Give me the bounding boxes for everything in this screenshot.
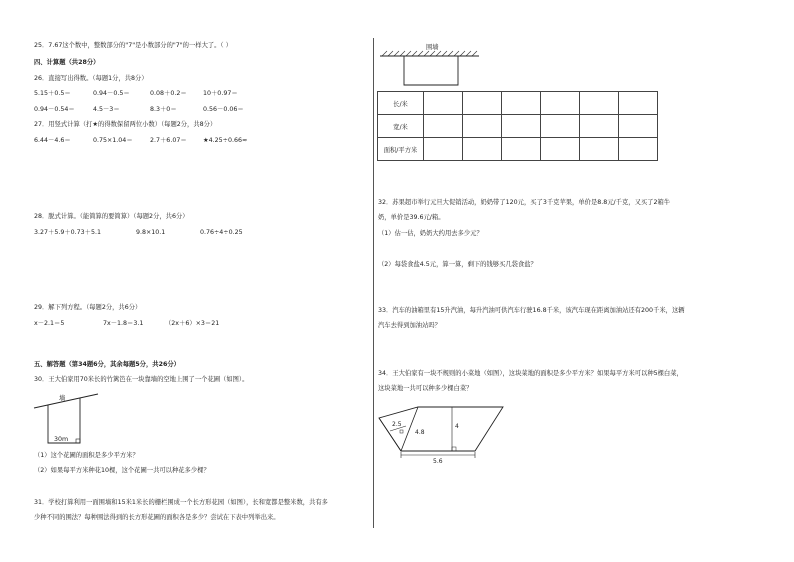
table-cell[interactable] [580, 138, 619, 161]
question-27-title: 27．用竖式计算（打★的得数保留两位小数）（每题2分，共8分） [34, 121, 217, 128]
question-32-line-2: 奶，单价是39.6元/箱。 [378, 214, 445, 221]
wall-label: 围墙 [426, 44, 439, 51]
wall-label: 墙 [59, 395, 66, 402]
q29-item: x－2.1＝5 [34, 320, 65, 327]
question-33-line-1: 33．汽车的油箱里有15升汽油，每升汽油可供汽车行驶16.8千米，该汽车现在距离加油站还有200千米，这辆 [378, 307, 685, 314]
enumeration-table [377, 91, 658, 161]
table-cell[interactable] [463, 92, 502, 115]
q28-item: 0.76÷4÷0.25 [200, 229, 243, 236]
question-26-title: 26．直接写出得数。（每题1分，共8分） [34, 75, 148, 82]
question-31-line-1: 31．学校打算利用一面围墙和15米1米长的栅栏围成一个长方形花园（如图），长和宽都是整米数，共有多 [34, 499, 328, 506]
fence-outline [404, 56, 458, 85]
q26-item: 0.94－0.54＝ [34, 106, 75, 113]
table-cell[interactable] [619, 138, 658, 161]
table-cell[interactable] [502, 92, 541, 115]
table-cell[interactable] [463, 138, 502, 161]
table-row [378, 92, 658, 115]
question-32-line-1: 32．苏果超市举行元旦大促销活动，奶奶带了120元，买了3千克苹果，单价是8.8元/千克，又买了2箱牛 [378, 199, 671, 206]
q30-sub-2: （2）如果每平方米种花10棵，这个花圃一共可以种花多少棵？ [34, 467, 210, 474]
table-cell[interactable] [424, 115, 463, 138]
table-row [378, 115, 658, 138]
question-31-line-2: 少种不同的围法？每种围法得到的长方形花圃的面积各是多少？尝试在下表中列举出来。 [34, 514, 280, 521]
table-cell[interactable] [424, 138, 463, 161]
column-divider [373, 38, 374, 528]
dimension-label: 30m [54, 436, 69, 443]
q29-item: 7x－1.8＝3.1 [103, 320, 144, 327]
table-cell[interactable] [502, 138, 541, 161]
question-25: 25．7.67这个数中，整数部分的"7"是小数部分的"7"的一样大了。（ ） [34, 42, 232, 49]
q26-item: 5.15＋0.5＝ [34, 90, 71, 97]
table-cell[interactable] [541, 115, 580, 138]
table-cell[interactable] [541, 92, 580, 115]
table-cell[interactable] [580, 115, 619, 138]
question-33-line-2: 汽车去得到加油站吗？ [378, 322, 441, 329]
question-34-line-2: 这块菜地一共可以种多少棵白菜？ [378, 385, 473, 392]
question-29-title: 29．解下列方程。（每题2分，共6分） [34, 304, 142, 311]
q26-item: 0.94－0.5＝ [93, 90, 130, 97]
table-cell[interactable] [502, 115, 541, 138]
dimension-label: 4 [455, 423, 459, 430]
row-label: 宽/米 [378, 115, 424, 138]
q30-sub-1: （1）这个花圃的面积是多少平方米？ [34, 452, 139, 459]
question-28-title: 28．脱式计算。（能简算的要简算）（每题2分，共6分） [34, 213, 189, 220]
q26-item: 8.3＋0＝ [150, 106, 177, 113]
q32-sub-1: （1）估一估，奶奶大约用去多少元？ [378, 230, 483, 237]
dimension-label: 5.6 [433, 458, 443, 465]
q27-item: ★4.25÷0.66≈ [203, 137, 248, 144]
question-30: 30．王大伯家用70米长的竹篱笆在一块靠墙的空地上围了一个花圃（如图）。 [34, 376, 249, 383]
dimension-label: 4.8 [415, 429, 425, 436]
vegetable-plot-figure [375, 400, 515, 470]
q27-item: 2.7＋6.07＝ [150, 137, 187, 144]
table-cell[interactable] [619, 115, 658, 138]
q27-item: 6.44－4.6＝ [34, 137, 71, 144]
garden-figure [30, 388, 110, 448]
row-label: 面积/平方米 [378, 138, 424, 161]
q29-item: （2x＋6）×3＝21 [165, 320, 220, 327]
q28-item: 3.27＋5.9＋0.73＋5.1 [34, 229, 101, 236]
table-cell[interactable] [424, 92, 463, 115]
table-cell[interactable] [580, 92, 619, 115]
table-row [378, 138, 658, 161]
dimension-label: 2.5 [392, 421, 402, 428]
table-cell[interactable] [541, 138, 580, 161]
q28-item: 9.8×10.1 [136, 229, 166, 236]
table-cell[interactable] [463, 115, 502, 138]
section-5-title: 五、解答题（第34题6分，其余每题5分，共26分） [34, 361, 180, 368]
table-cell[interactable] [619, 92, 658, 115]
wall-line [34, 394, 98, 408]
q26-item: 0.56－0.06＝ [203, 106, 244, 113]
q32-sub-2: （2）每袋食盐4.5元，算一算，剩下的钱够买几袋食盐？ [378, 261, 537, 268]
q27-item: 0.75×1.04＝ [93, 137, 133, 144]
row-label: 长/米 [378, 92, 424, 115]
q26-item: 10＋0.97＝ [203, 90, 238, 97]
question-34-line-1: 34．王大伯家有一块不规则的小菜地（如图），这块菜地的面积是多少平方米？如果每平方米可以种5棵白菜， [378, 370, 683, 377]
q26-item: 0.08＋0.2＝ [150, 90, 187, 97]
q26-item: 4.5－3＝ [93, 106, 120, 113]
fence-wall-figure [380, 40, 480, 90]
section-4-title: 四、计算题（共28分） [34, 59, 100, 66]
plot-outline [379, 407, 503, 451]
